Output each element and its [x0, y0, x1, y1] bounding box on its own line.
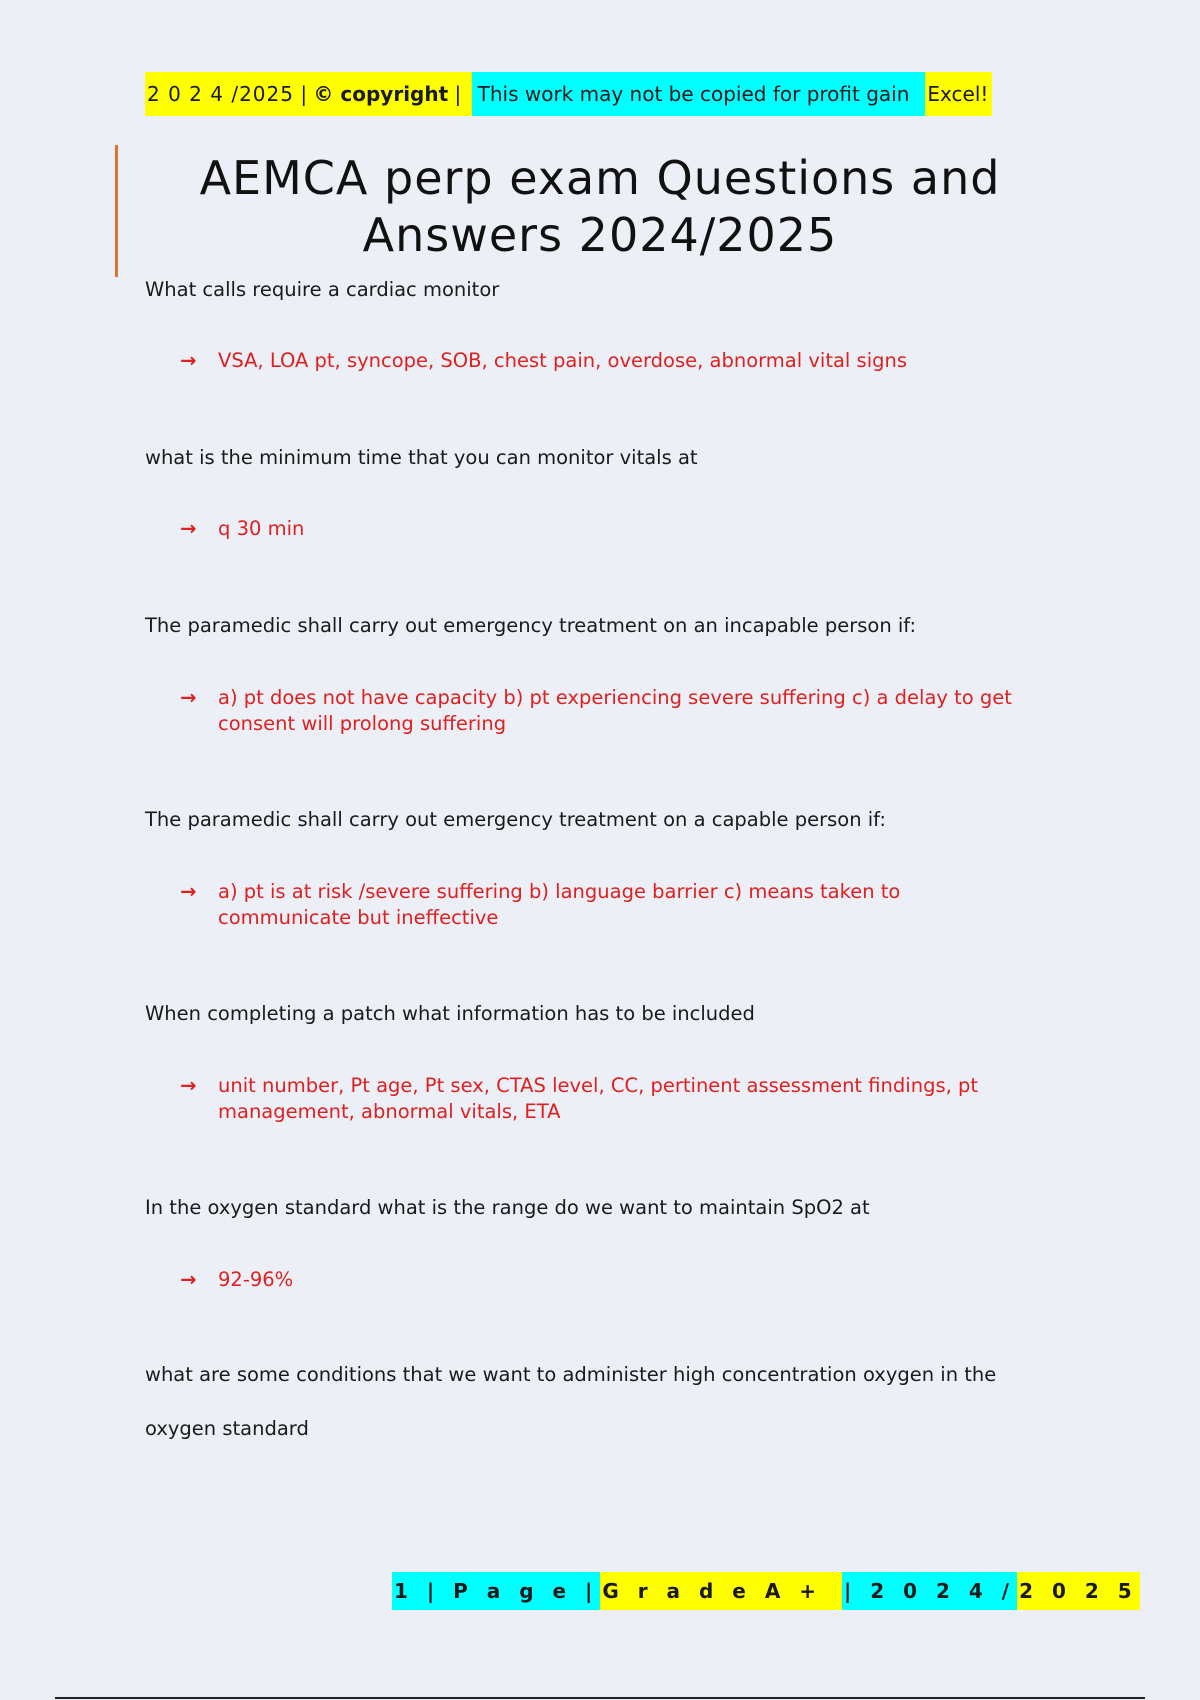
header-excel-segment — [925, 72, 992, 116]
arrow-icon: → — [180, 1268, 197, 1291]
header-copyright: © copyright — [313, 82, 449, 106]
footer-year-2: 2 0 2 5 — [1019, 1579, 1138, 1603]
answer-1 — [180, 348, 1030, 374]
title-line-2: Answers 2024/2025 — [362, 208, 838, 262]
footer-grade: G r a d e A + — [602, 1579, 823, 1603]
question-1: What calls require a cardiac monitor — [145, 278, 500, 301]
arrow-icon: → — [180, 686, 197, 709]
title-line-1: AEMCA perp exam Questions and — [199, 151, 1001, 205]
question-3: The paramedic shall carry out emergency treatment on an incapable person if: — [145, 614, 917, 637]
answer-3-text: a) pt does not have capacity b) pt experiencing severe suffering c) a delay to get consent will prolong suffering — [218, 686, 1012, 735]
header-separator: | — [448, 82, 468, 106]
answer-6-text: 92-96% — [218, 1268, 294, 1291]
bottom-divider — [55, 1697, 1145, 1699]
answer-1-text: VSA, LOA pt, syncope, SOB, chest pain, overdose, abnormal vital signs — [218, 349, 908, 372]
answer-3 — [180, 685, 1030, 737]
answer-4-text: a) pt is at risk /severe suffering b) language barrier c) means taken to communicate but ineffective — [218, 880, 901, 929]
header-separator: | — [293, 82, 314, 106]
header-notice: This work may not be copied for profit gain — [477, 82, 910, 106]
answer-2 — [180, 516, 1030, 542]
question-7: what are some conditions that we want to administer high concentration oxygen in the oxygen standard — [145, 1363, 997, 1440]
arrow-icon: → — [180, 880, 197, 903]
answer-6 — [180, 1267, 1030, 1293]
arrow-icon: → — [180, 517, 197, 540]
header-year-segment — [145, 72, 472, 116]
answer-4 — [180, 879, 1030, 931]
title-accent-bar — [115, 145, 118, 277]
arrow-icon: → — [180, 1074, 197, 1097]
question-2: what is the minimum time that you can monitor vitals at — [145, 446, 698, 469]
header-banner — [145, 72, 992, 116]
answer-5-text: unit number, Pt age, Pt sex, CTAS level, CC, pertinent assessment findings, pt management, abnormal vitals, ETA — [218, 1074, 979, 1123]
header-excel: Excel! — [927, 82, 989, 106]
question-5: When completing a patch what information has to be included — [145, 1002, 755, 1025]
header-year: 2 0 2 4 /2025 — [147, 82, 294, 106]
question-4: The paramedic shall carry out emergency treatment on a capable person if: — [145, 808, 886, 831]
footer-grade-segment — [600, 1572, 842, 1610]
footer-year2-segment — [1017, 1572, 1140, 1610]
answer-2-text: q 30 min — [218, 517, 305, 540]
page-title — [140, 150, 1060, 264]
question-6: In the oxygen standard what is the range do we want to maintain SpO2 at — [145, 1196, 870, 1219]
footer-banner — [392, 1572, 1140, 1610]
footer-year1-segment — [842, 1572, 1017, 1610]
footer-year-1: | 2 0 2 4 / — [844, 1579, 1016, 1603]
arrow-icon: → — [180, 349, 197, 372]
footer-page: 1 | P a g e | — [394, 1579, 599, 1603]
answer-5 — [180, 1073, 1030, 1125]
footer-page-segment — [392, 1572, 600, 1610]
header-notice-segment — [472, 72, 926, 116]
